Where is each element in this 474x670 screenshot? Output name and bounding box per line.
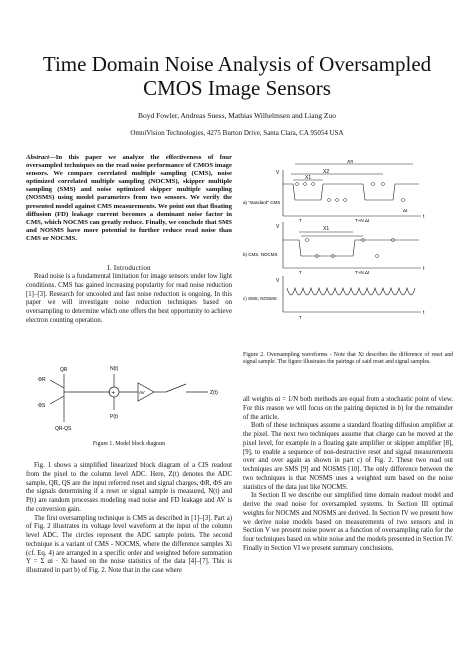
fig2-t-a: t <box>423 214 425 220</box>
intro-paragraph-2: Fig. 1 shows a simplified linearized block diagram of a CIS readout from the pixel to the column level ADC. Here, Z(t) denotes the ADC sample, QR, QS are the input referred reset and signal charges, ΦR, ΦS are the signals determining if a reset or signal sample is measured, N(t) and P(t) are random processes modeling read noise and FD leakage and AV is the conversion gain. <box>26 462 232 513</box>
fig2-x1-b: X1 <box>323 226 330 232</box>
fig2-tn-b: T+N Δt <box>355 270 370 275</box>
fig2-t-b: t <box>423 266 425 272</box>
right-paragraph-2: Both of these techniques assume a standard floating diffusion amplifier at the pixel. The next two techniques assume that charge can be moved at the pixel level, for example in a floating gate amplifier or skipper amplifier [8], [9], to enable a sequence of non-destructive reset and signal measurements over and over again as shown in part c) of Fig. 2. These two read out techniques are SMS [9] and NOSMS [10]. The only difference between the two techniques is that NOSMS uses a weighted sum based on the noise statistics of the data just like NOCMS. <box>243 422 453 491</box>
figure-2-caption: Figure 2. Oversampling waveforms - Note that Xi describes the difference of reset and signal sample. The figure illustrates the pairings of said reset and signal samples. <box>243 352 453 365</box>
fig2-t-c: t <box>423 310 425 316</box>
fig2-T-c: T <box>299 315 302 320</box>
abstract-label: Abstract <box>26 154 50 161</box>
fig2-tn-a: T+N Δt <box>355 218 370 223</box>
left-column-top <box>26 273 232 326</box>
section-heading: I. Introduction <box>107 264 151 272</box>
fig1-label-av: AV <box>139 390 145 395</box>
abstract <box>26 154 232 243</box>
figure-2 <box>243 160 453 320</box>
fig2-panel-b-label: b) CMS, NOCMS <box>243 252 278 257</box>
fig2-x1-label: X1 <box>305 175 312 181</box>
fig1-label-phis: ΦS <box>38 403 46 409</box>
affiliation: OmniVision Technologies, 4275 Burton Drive, Santa Clara, CA 95054 USA <box>130 129 344 137</box>
fig2-dt-a: Δt <box>403 208 408 213</box>
fig2-panel-a-label: a) "standard" CMS <box>243 200 281 205</box>
fig1-label-pt: P(t) <box>110 414 119 420</box>
title-line-2: CMOS Image Sensors <box>143 76 331 100</box>
fig2-x2-label: X2 <box>323 169 330 175</box>
left-column-bottom <box>26 462 232 576</box>
fig2-T-a: T <box>299 218 302 223</box>
fig1-label-zt: Z(t) <box>210 390 218 396</box>
fig2-T-b: T <box>299 270 302 275</box>
abstract-text: —In this paper we analyze the effectiveness of four oversampled techniques on the read noise performance of CMOS image sensors. We compare correlated multiple sampling (CMS), noise optimized correlated multiple sampling (NOCMS), skipper multiple sampling (SMS) and noise optimized skipper multiple sampling (NOSMS) using model parameters from two sensors. We verify the presented model against CMS measurements. We point out that floating diffusion (FD) leakage current becomes a dominant noise factor in CMS, which NOCMS can greatly reduce. Finally, we conclude that SMS and NOSMS have more potential to further reduce read noise than CMS or NOCMS. <box>26 154 232 242</box>
fig2-panel-c-label: c) SMS, NOSMS <box>243 296 277 301</box>
title-line-1: Time Domain Noise Analysis of Oversampled <box>42 52 432 76</box>
fig2-xn-label: Xn <box>347 160 354 165</box>
fig1-label-qr: QR <box>60 367 68 373</box>
paper-title <box>20 52 454 100</box>
authors: Boyd Fowler, Andreas Suess, Mathias Wilhelmsen and Liang Zuo <box>138 111 336 120</box>
intro-paragraph-1: Read noise is a fundamental limitation for image sensors under low light conditions. CMS has gained increasing popularity for read noise reduction [1]–[3]. Research for uncooled and fast noise reduction is ongoing. In this paper we will investigate noise reduction techniques based on oversampling to determine which one offers the best opportunity to achieve electron counting operation. <box>26 273 232 324</box>
figure-1-caption: Figure 1. Model block diagram <box>92 441 166 447</box>
intro-paragraph-3: The first oversampling technique is CMS as described in [1]–[3]. Part a) of Fig. 2 illustrates its voltage level waveform at the input of the column level ADC. The circles represent the ADC sample points. The second technique is a variant of CMS - NOCMS, where the difference samples Xi (cf. Eq. 4) are arranged in a specific order and weighted before summation Y = Σ αi · Xi based on the noise statistics of the data [4]–[7]. This is illustrated in part b) of Fig. 2. Note that in the case where <box>26 514 232 574</box>
figure-1 <box>26 352 232 438</box>
fig1-label-qrqs: QR-QS <box>55 426 72 432</box>
fig2-v-b: V <box>276 224 280 230</box>
fig1-label-plus: + <box>111 390 116 397</box>
fig1-label-nt: N(t) <box>110 366 119 372</box>
fig2-v-c: V <box>276 278 280 284</box>
fig2-v-a: V <box>276 170 280 176</box>
right-paragraph-3: In Section II we describe our simplified time domain readout model and derive the read noise for oversampled systems. In Section III optimal weights for NOCMS and NOSMS are derived. In Section IV we present how we derive noise models based on measurements of two sensors and in Section V we present noise power as a function of oversampling ratio for the four techniques based on white noise and the models presented in Section IV. Finally in Section VI we present summary conclusions. <box>243 492 453 552</box>
right-column <box>243 396 453 554</box>
right-paragraph-1: all weights αi = 1/N both methods are equal from a stochastic point of view. For this reason we will focus on the pairing depicted in b) for the remainder of the article. <box>243 396 453 421</box>
fig1-label-phir: ΦR <box>38 377 46 383</box>
